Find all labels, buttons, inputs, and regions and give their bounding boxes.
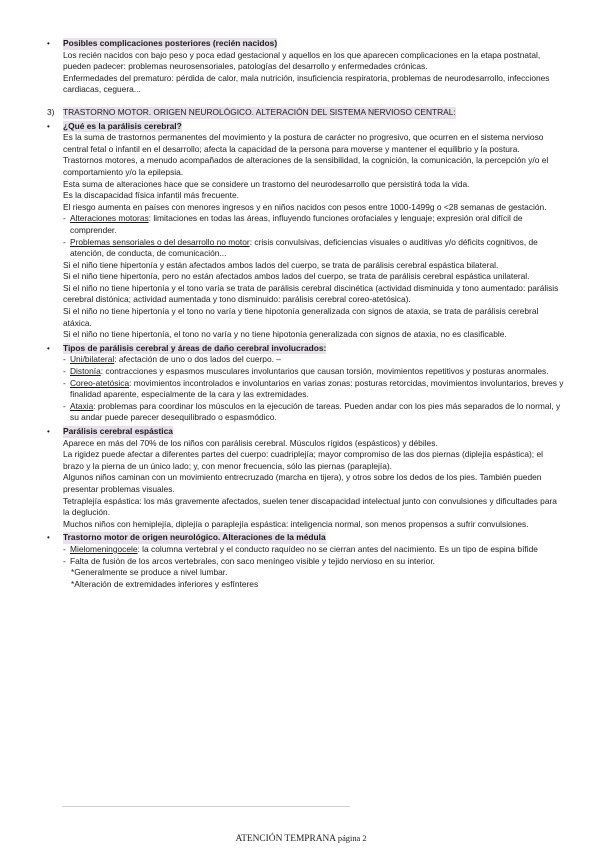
bullet-dot: • bbox=[47, 427, 50, 436]
section-3-title: TRASTORNO MOTOR. ORIGEN NEUROLÓGICO. ALTERACIÓN DEL SISTEMA NERVIOSO CENTRAL: bbox=[63, 106, 456, 117]
paragraph: Si el niño tiene hipertonía, pero no están afectados ambos lados del cuerpo, se trata de parálisis cerebral espástica unilateral. bbox=[63, 271, 530, 282]
dash-item bbox=[63, 401, 565, 424]
paragraph: Es la discapacidad física infantil más frecuente. bbox=[63, 190, 239, 201]
paragraph: Esta suma de alteraciones hace que se considere un trastorno del neurodesarrollo que persistirá toda la vida. bbox=[63, 178, 470, 189]
que-es-paralisis-body bbox=[47, 132, 565, 341]
bullet-dot: • bbox=[47, 533, 50, 543]
paragraph: Es la suma de trastornos permanentes del movimiento y la postura de carácter no progresivo, que ocurren en el sistema nervioso central fetal o infantil en el desarrollo; afecta la capacidad de la persona para moverse y mantener el equilibrio y la postura. bbox=[63, 132, 544, 154]
paragraph: Enfermedades del prematuro: pérdida de calor, mala nutrición, insuficiencia respiratoria, problemas de neurodesarrollo, infecciones cardiacas, ceguera... bbox=[63, 72, 550, 95]
dash-marker: - bbox=[63, 354, 66, 365]
dash-text: Falta de fusión de los arcos vertebrales, con saco meníngeo visible y tejido nervioso en su interior. bbox=[70, 555, 435, 566]
heading-paralisis-espastica: Parálisis cerebral espástica bbox=[63, 426, 173, 436]
dash-text bbox=[70, 401, 565, 424]
section-number: 3) bbox=[47, 106, 55, 117]
bullet-complicaciones bbox=[47, 38, 565, 50]
heading-que-es-paralisis: ¿Qué es la parálisis cerebral? bbox=[63, 120, 182, 131]
dash-marker: - bbox=[63, 213, 66, 224]
paragraph: Si el niño tiene hipertonía y están afectados ambos lados del cuerpo, se trata de parálisis cerebral espástica bilateral. bbox=[63, 259, 499, 270]
bullet-que-es-paralisis bbox=[47, 121, 565, 133]
page-footer bbox=[0, 834, 602, 844]
bullet-dot: • bbox=[47, 39, 50, 48]
paragraph: El riesgo aumenta en países con menores ingresos y en niños nacidos con pesos entre 1000-1499g o <28 semanas de gestación. bbox=[63, 201, 547, 212]
complicaciones-body bbox=[47, 50, 565, 96]
term-problemas-sensoriales: Problemas sensoriales o del desarrollo no motor bbox=[70, 236, 250, 247]
paragraph: Tetraplejía espástica: los más gravemente afectados, suelen tener discapacidad intelectual junto con convulsiones y dificultades para la deglución. bbox=[63, 495, 557, 518]
term-distonia: Distonía bbox=[70, 366, 101, 377]
term-alteraciones-motoras: Alteraciones motoras bbox=[70, 213, 149, 224]
dash-item bbox=[63, 237, 565, 260]
term-description: : contracciones y espasmos musculares involuntarios que causan torsión, movimientos repetitivos y posturas anormales. bbox=[100, 366, 549, 377]
footer-rule bbox=[62, 806, 350, 807]
bullet-trastorno-medula bbox=[47, 532, 565, 544]
dash-text bbox=[70, 378, 565, 401]
paragraph: Algunos niños caminan con un movimiento entrecruzado (marcha en tijera), y otros sobre los dedos de los pies. También pueden presentar problemas visuales. bbox=[63, 472, 542, 494]
term-description: : crisis convulsivas, deficiencias visuales o auditivas y/o déficits cognitivos, de atención, de conducta, de comunicación... bbox=[70, 236, 538, 259]
term-ataxia: Ataxia bbox=[70, 400, 94, 411]
term-coreo-atetosica: Coreo-atetósica bbox=[70, 377, 130, 388]
paragraph: Trastornos motores, a menudo acompañados de alteraciones de la sensibilidad, la cognición, la comunicación, la percepción y/o el comportamiento y/o la epilepsia. bbox=[63, 155, 549, 177]
paragraph: Si el niño no tiene hipertonía y el tono no varía y tiene hipotonía generalizada con signos de ataxia, se trata de parálisis cerebral atáxica. bbox=[63, 306, 539, 328]
dash-item bbox=[63, 213, 565, 236]
bullet-paralisis-espastica bbox=[47, 426, 565, 438]
paragraph: Muchos niños con hemiplejía, diplejía o paraplejía espástica: inteligencia normal, son menos propensos a sufrir convulsiones. bbox=[63, 518, 529, 529]
dash-text bbox=[70, 354, 281, 366]
heading-complicaciones: Posibles complicaciones posteriores (recién nacidos) bbox=[63, 38, 278, 48]
dash-text bbox=[70, 544, 538, 556]
bullet-dot: • bbox=[47, 121, 50, 131]
section-3-header bbox=[47, 107, 565, 119]
paragraph: Aparece en más del 70% de los niños con parálisis cerebral. Músculos rígidos (espásticos) y débiles. bbox=[63, 437, 438, 448]
dash-text bbox=[70, 237, 565, 260]
paragraph: Si el niño no tiene hipertonía, el tono no varía y no tiene hipotonía generalizada con signos de ataxia, no es clasificable. bbox=[63, 329, 507, 340]
paragraph: La rigidez puede afectar a diferentes partes del cuerpo: cuadriplejía; mayor compromiso de las dos piernas (diplejía espástica); el brazo y la pierna de un único lado; y, con menor frecuencia, sólo las piernas (paraplejía). bbox=[63, 449, 543, 471]
dash-item bbox=[63, 366, 565, 378]
dash-marker: - bbox=[63, 377, 66, 388]
dash-marker: - bbox=[63, 555, 66, 566]
dash-marker: - bbox=[63, 400, 66, 411]
paragraph: Si el niño no tiene hipertonía y el tono varía se trata de parálisis cerebral discinética (actividad disminuida y tono aumentado: parálisis cerebral distónica; actividad aumentada y tono disminuido: parálisis cerebral coreo-atetósica). bbox=[63, 282, 559, 305]
dash-marker: - bbox=[63, 236, 66, 247]
dash-text bbox=[70, 366, 549, 378]
term-description: : afectación de uno o dos lados del cuerpo. – bbox=[114, 354, 281, 365]
tipos-paralisis-body bbox=[47, 354, 565, 424]
term-description: : movimientos incontrolados e involuntarios en varias zonas: posturas retorcidas, movimientos involuntarios, breves y finalidad aparente, especialmente de la cara y las extremidades. bbox=[70, 377, 564, 400]
trastorno-medula-body bbox=[47, 544, 565, 590]
dash-marker: - bbox=[63, 366, 66, 377]
term-description: : problemas para coordinar los músculos en la ejecución de tareas. Pueden andar con los pies más separados de lo normal, y su andar puede parecer desequilibrado o espasmódico. bbox=[70, 400, 561, 423]
heading-trastorno-medula: Trastorno motor de origen neurológico. Alteraciones de la médula bbox=[63, 532, 326, 543]
paralisis-espastica-body bbox=[47, 438, 565, 531]
dash-item bbox=[63, 354, 565, 366]
note: *Alteración de extremidades inferiores y esfínteres bbox=[71, 578, 259, 589]
page-content bbox=[47, 36, 565, 590]
dash-marker: - bbox=[63, 543, 66, 554]
heading-tipos-paralisis: Tipos de parálisis cerebral y áreas de daño cerebral involucrados: bbox=[63, 342, 327, 353]
bullet-tipos-paralisis bbox=[47, 343, 565, 355]
note: *Generalmente se produce a nivel lumbar. bbox=[71, 567, 228, 578]
term-mielomeningocele: Mielomeningocele bbox=[70, 543, 138, 554]
dash-item bbox=[63, 544, 565, 556]
term-description: : limitaciones en todas las áreas, influyendo funciones orofaciales y lenguaje; expresión oral difícil de comprender. bbox=[70, 213, 523, 235]
paragraph: Los recién nacidos con bajo peso y poca edad gestacional y aquellos en los que aparecen complicaciones en la etapa postnatal, pueden padecer: problemas neurosensoriales, patologías del desarrollo y enfermedades crónicas. bbox=[63, 49, 541, 72]
dash-item bbox=[63, 556, 565, 568]
term-description: : la columna vertebral y el conducto raquídeo no se cierran antes del nacimiento. Es un tipo de espina bífide bbox=[137, 543, 538, 554]
term-uni-bilateral: Uni/bilateral bbox=[70, 354, 115, 365]
dash-item bbox=[63, 378, 565, 401]
footer-title: ATENCIÓN TEMPRANA bbox=[235, 834, 336, 844]
footer-page-label: página 2 bbox=[337, 834, 367, 843]
dash-text bbox=[70, 213, 565, 236]
bullet-dot: • bbox=[47, 343, 50, 353]
